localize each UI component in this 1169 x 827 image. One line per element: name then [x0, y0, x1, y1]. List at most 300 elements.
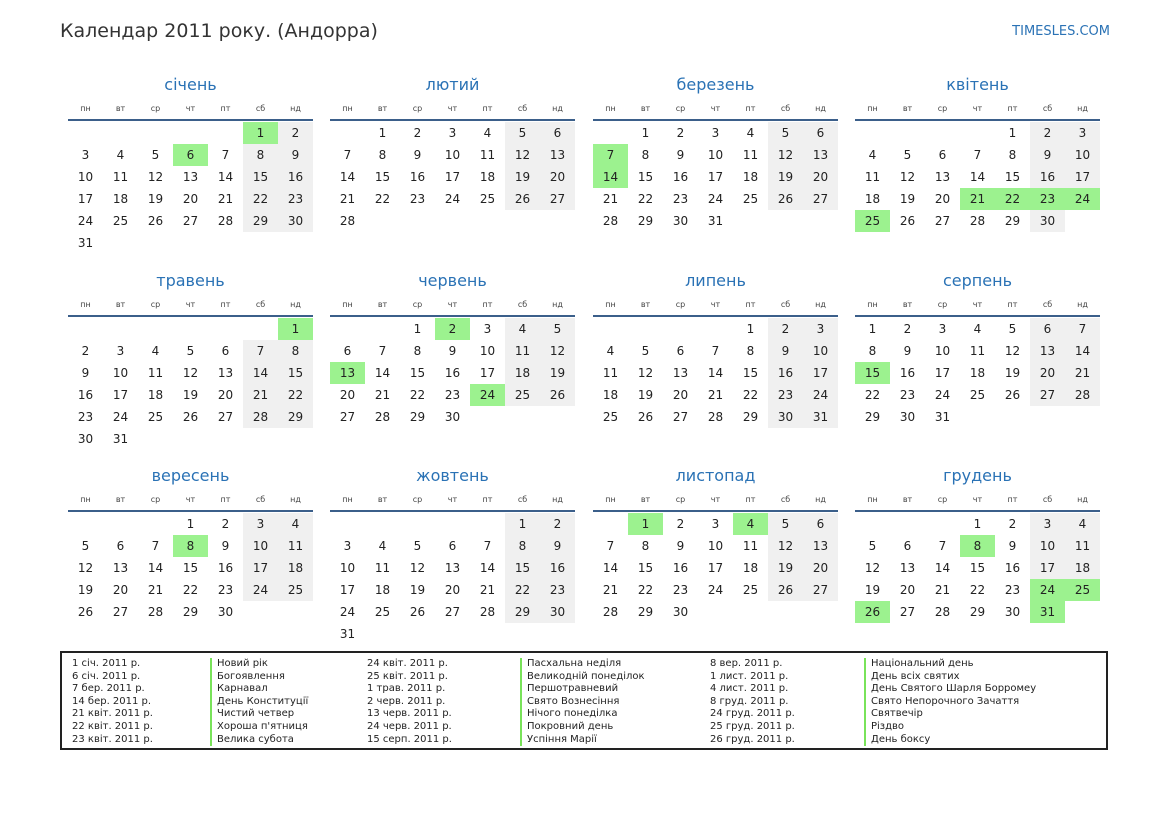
empty-cell [470, 513, 505, 535]
day-cell: 1 [378, 126, 387, 140]
day-cell: 22 [864, 388, 881, 402]
weekday-header [593, 293, 838, 315]
day-cell: 20 [339, 388, 356, 402]
day-cell: 10 [243, 535, 278, 557]
day-cell: 11 [742, 148, 759, 162]
weekday-label: пт [745, 299, 756, 309]
day-cell: 12 [864, 561, 881, 575]
day-cell: 19 [637, 388, 654, 402]
day-cell: 1 [746, 322, 755, 336]
day-cell: 16 [278, 166, 313, 188]
day-cell: 9 [676, 539, 685, 553]
weekday-label: сб [780, 299, 791, 309]
day-cell: 13 [803, 144, 838, 166]
weekday-label: пн [605, 494, 616, 504]
day-cell: 5 [641, 344, 650, 358]
month-block [330, 270, 575, 428]
weekday-label: пт [220, 103, 231, 113]
day-cell: 17 [707, 561, 724, 575]
legend-holiday: Національний день [864, 658, 1036, 671]
day-cell: 2 [676, 517, 685, 531]
day-cell: 7 [606, 539, 615, 553]
day-cell: 1 [868, 322, 877, 336]
legend-date: 15 серп. 2011 р. [367, 733, 452, 745]
day-cell: 13 [444, 561, 461, 575]
day-cell: 30 [1004, 605, 1021, 619]
day-cell: 27 [112, 605, 129, 619]
day-cell: 21 [374, 388, 391, 402]
legend-date: 8 груд. 2011 р. [710, 695, 789, 707]
site-link[interactable]: TIMESLES.COM [1012, 24, 1110, 39]
day-cell: 22 [637, 583, 654, 597]
weekday-label: пт [220, 494, 231, 504]
day-cell: 18 [742, 170, 759, 184]
day-cell: 22 [409, 388, 426, 402]
day-cell: 1 [641, 126, 650, 140]
weekday-label: ср [412, 103, 423, 113]
weekday-label: пт [745, 494, 756, 504]
day-cell: 4 [1065, 513, 1100, 535]
weekday-label: вт [640, 494, 651, 504]
weekday-label: пн [80, 299, 91, 309]
day-cell: 2 [768, 318, 803, 340]
day-cell: 18 [742, 561, 759, 575]
legend-names-col-2 [520, 658, 645, 746]
legend-holiday: День Святого Шарля Борромеу [864, 683, 1036, 696]
legend-date: 14 бер. 2011 р. [72, 695, 152, 707]
day-cell: 29 [1004, 214, 1021, 228]
day-grid [593, 318, 838, 428]
day-cell: 27 [444, 605, 461, 619]
weekday-label: вт [115, 103, 126, 113]
legend-holiday: День Конституції [210, 696, 308, 709]
day-cell: 6 [803, 513, 838, 535]
day-cell: 20 [672, 388, 689, 402]
empty-cell [68, 318, 103, 340]
weekday-label: пн [867, 103, 878, 113]
day-cell: 24 [243, 579, 278, 601]
weekday-label: пт [745, 103, 756, 113]
day-cell: 10 [1065, 144, 1100, 166]
month-name: березень [676, 75, 755, 94]
day-cell: 9 [1008, 539, 1017, 553]
day-cell: 21 [707, 388, 724, 402]
month-name: квітень [946, 75, 1009, 94]
day-cell: 26 [182, 410, 199, 424]
day-cell: 22 [637, 192, 654, 206]
day-cell: 30 [444, 410, 461, 424]
day-cell: 18 [147, 388, 164, 402]
day-grid [68, 318, 313, 450]
day-cell: 17 [934, 366, 951, 380]
day-cell: 25 [742, 192, 759, 206]
day-cell: 8 [243, 144, 278, 166]
legend-holiday: Успіння Марії [520, 734, 645, 747]
day-cell: 7 [973, 148, 982, 162]
day-cell: 21 [479, 583, 496, 597]
day-cell: 26 [77, 605, 94, 619]
day-cell: 4 [483, 126, 492, 140]
day-cell: 3 [81, 148, 90, 162]
empty-cell [628, 318, 663, 340]
month-divider [855, 119, 1100, 121]
day-cell: 8 [1008, 148, 1017, 162]
weekday-label: пн [80, 103, 91, 113]
weekday-label: вт [902, 299, 913, 309]
weekday-header [855, 97, 1100, 119]
empty-cell [138, 122, 173, 144]
legend-date: 6 січ. 2011 р. [72, 670, 141, 682]
day-cell: 5 [505, 122, 540, 144]
weekday-label: пн [80, 494, 91, 504]
day-cell: 30 [672, 214, 689, 228]
weekday-label: сб [517, 103, 528, 113]
day-cell: 13 [182, 170, 199, 184]
day-cell: 5 [151, 148, 160, 162]
day-cell: 26 [768, 188, 803, 210]
empty-cell [593, 122, 628, 144]
day-cell: 7 [1065, 318, 1100, 340]
day-cell: 24 [803, 384, 838, 406]
day-cell: 28 [1065, 384, 1100, 406]
month-divider [68, 510, 313, 512]
day-cell: 31 [77, 236, 94, 250]
weekday-label: пн [867, 299, 878, 309]
day-cell: 9 [221, 539, 230, 553]
legend-holiday: Чистий четвер [210, 708, 308, 721]
holiday-day: 14 [593, 166, 628, 188]
day-cell: 18 [112, 192, 129, 206]
day-cell: 12 [768, 144, 803, 166]
day-grid [68, 513, 313, 623]
day-cell: 2 [1008, 517, 1017, 531]
day-cell: 19 [768, 557, 803, 579]
day-cell: 5 [868, 539, 877, 553]
day-cell: 8 [505, 535, 540, 557]
empty-cell [925, 122, 960, 144]
day-cell: 28 [602, 214, 619, 228]
day-cell: 9 [413, 148, 422, 162]
weekday-header [68, 488, 313, 510]
day-cell: 19 [768, 166, 803, 188]
weekday-label: вт [377, 299, 388, 309]
holiday-day: 4 [733, 513, 768, 535]
day-cell: 19 [182, 388, 199, 402]
day-cell: 12 [899, 170, 916, 184]
day-cell: 9 [278, 144, 313, 166]
day-cell: 14 [969, 170, 986, 184]
legend-date: 26 груд. 2011 р. [710, 733, 795, 745]
day-cell: 7 [151, 539, 160, 553]
day-cell: 18 [602, 388, 619, 402]
day-cell: 31 [112, 432, 129, 446]
weekday-label: нд [552, 103, 563, 113]
day-cell: 30 [540, 601, 575, 623]
month-divider [593, 315, 838, 317]
legend-date: 25 груд. 2011 р. [710, 720, 795, 732]
day-cell: 6 [938, 148, 947, 162]
day-cell: 30 [899, 410, 916, 424]
empty-cell [68, 122, 103, 144]
day-cell: 5 [413, 539, 422, 553]
day-cell: 12 [147, 170, 164, 184]
day-cell: 5 [768, 513, 803, 535]
month-block [68, 74, 313, 254]
day-cell: 27 [182, 214, 199, 228]
holiday-day: 13 [330, 362, 365, 384]
legend-date: 25 квіт. 2011 р. [367, 670, 448, 682]
weekday-label: нд [815, 494, 826, 504]
day-cell: 16 [768, 362, 803, 384]
day-cell: 9 [903, 344, 912, 358]
empty-cell [138, 513, 173, 535]
day-cell: 23 [444, 388, 461, 402]
day-cell: 24 [934, 388, 951, 402]
day-cell: 13 [803, 535, 838, 557]
weekday-label: вт [377, 103, 388, 113]
day-cell: 9 [768, 340, 803, 362]
day-cell: 27 [217, 410, 234, 424]
day-cell: 12 [409, 561, 426, 575]
day-cell: 3 [483, 322, 492, 336]
weekday-label: вт [640, 299, 651, 309]
day-cell: 29 [969, 605, 986, 619]
weekday-label: нд [290, 494, 301, 504]
holiday-day: 24 [470, 384, 505, 406]
weekday-label: ср [412, 299, 423, 309]
day-cell: 24 [339, 605, 356, 619]
day-cell: 17 [444, 170, 461, 184]
day-cell: 16 [1004, 561, 1021, 575]
day-cell: 14 [147, 561, 164, 575]
weekday-label: сб [255, 103, 266, 113]
day-cell: 2 [903, 322, 912, 336]
day-cell: 7 [378, 344, 387, 358]
legend-holiday: Хороша п'ятниця [210, 721, 308, 734]
legend-holiday: Першотравневий [520, 683, 645, 696]
day-cell: 21 [602, 583, 619, 597]
day-cell: 18 [864, 192, 881, 206]
weekday-label: ср [937, 103, 948, 113]
day-cell: 26 [1004, 388, 1021, 402]
weekday-label: ср [937, 299, 948, 309]
empty-cell [365, 513, 400, 535]
day-cell: 10 [339, 561, 356, 575]
day-cell: 9 [676, 148, 685, 162]
legend-date: 8 вер. 2011 р. [710, 658, 783, 669]
month-name: липень [685, 271, 746, 290]
weekday-label: ср [412, 494, 423, 504]
day-cell: 20 [217, 388, 234, 402]
day-cell: 9 [448, 344, 457, 358]
day-cell: 26 [409, 605, 426, 619]
day-cell: 29 [278, 406, 313, 428]
legend-holiday: Свято Вознесіння [520, 696, 645, 709]
day-cell: 20 [1030, 362, 1065, 384]
day-cell: 3 [711, 126, 720, 140]
day-cell: 17 [77, 192, 94, 206]
weekday-label: вт [640, 103, 651, 113]
day-cell: 17 [707, 170, 724, 184]
legend-holiday: День всіх святих [864, 671, 1036, 684]
day-cell: 5 [1008, 322, 1017, 336]
empty-cell [243, 318, 278, 340]
weekday-label: сб [1042, 103, 1053, 113]
day-grid [593, 513, 838, 623]
day-cell: 6 [903, 539, 912, 553]
day-cell: 9 [81, 366, 90, 380]
weekday-label: вт [377, 494, 388, 504]
weekday-label: чт [447, 103, 458, 113]
day-cell: 15 [505, 557, 540, 579]
empty-cell [855, 122, 890, 144]
holiday-day: 15 [855, 362, 890, 384]
weekday-label: ср [150, 494, 161, 504]
day-cell: 10 [112, 366, 129, 380]
legend-holiday: Великодній понеділок [520, 671, 645, 684]
day-cell: 2 [81, 344, 90, 358]
day-cell: 29 [505, 601, 540, 623]
day-cell: 6 [803, 122, 838, 144]
month-divider [330, 510, 575, 512]
day-cell: 3 [343, 539, 352, 553]
empty-cell [173, 122, 208, 144]
day-cell: 13 [112, 561, 129, 575]
month-name: серпень [943, 271, 1012, 290]
legend-holiday: Новий рік [210, 658, 308, 671]
day-cell: 9 [540, 535, 575, 557]
day-cell: 10 [934, 344, 951, 358]
day-cell: 23 [217, 583, 234, 597]
day-cell: 7 [343, 148, 352, 162]
day-cell: 29 [864, 410, 881, 424]
day-cell: 1 [186, 517, 195, 531]
month-divider [330, 119, 575, 121]
day-cell: 11 [602, 366, 619, 380]
day-cell: 20 [803, 557, 838, 579]
day-cell: 23 [899, 388, 916, 402]
legend-date: 1 лист. 2011 р. [710, 670, 789, 682]
day-cell: 13 [1030, 340, 1065, 362]
weekday-label: пт [1007, 299, 1018, 309]
day-cell: 19 [409, 583, 426, 597]
holiday-day: 24 [1030, 579, 1065, 601]
day-cell: 9 [1030, 144, 1065, 166]
holiday-day: 1 [243, 122, 278, 144]
day-cell: 27 [1030, 384, 1065, 406]
holiday-day: 24 [1065, 188, 1100, 210]
day-cell: 2 [540, 513, 575, 535]
empty-cell [855, 513, 890, 535]
legend-dates-col-3 [710, 658, 795, 746]
day-cell: 30 [672, 605, 689, 619]
empty-cell [698, 318, 733, 340]
weekday-header [330, 293, 575, 315]
day-cell: 22 [969, 583, 986, 597]
day-cell: 24 [77, 214, 94, 228]
day-cell: 23 [77, 410, 94, 424]
month-divider [855, 510, 1100, 512]
day-cell: 22 [243, 188, 278, 210]
holiday-day: 25 [1065, 579, 1100, 601]
day-cell: 4 [378, 539, 387, 553]
day-cell: 23 [1004, 583, 1021, 597]
day-cell: 29 [243, 210, 278, 232]
day-grid [855, 513, 1100, 623]
empty-cell [890, 513, 925, 535]
day-cell: 14 [602, 561, 619, 575]
month-block [855, 74, 1100, 232]
day-cell: 16 [444, 366, 461, 380]
day-cell: 3 [448, 126, 457, 140]
month-divider [593, 510, 838, 512]
day-cell: 31 [803, 406, 838, 428]
day-cell: 16 [540, 557, 575, 579]
day-cell: 6 [116, 539, 125, 553]
day-cell: 14 [934, 561, 951, 575]
day-cell: 26 [147, 214, 164, 228]
legend-date: 4 лист. 2011 р. [710, 683, 789, 695]
day-cell: 17 [112, 388, 129, 402]
day-cell: 25 [479, 192, 496, 206]
day-cell: 8 [378, 148, 387, 162]
day-cell: 11 [374, 561, 391, 575]
weekday-label: пт [482, 103, 493, 113]
day-cell: 20 [899, 583, 916, 597]
day-cell: 3 [1030, 513, 1065, 535]
day-cell: 16 [672, 561, 689, 575]
day-cell: 11 [969, 344, 986, 358]
weekday-label: пт [1007, 103, 1018, 113]
legend-date: 1 січ. 2011 р. [72, 658, 141, 669]
empty-cell [663, 318, 698, 340]
day-cell: 25 [147, 410, 164, 424]
day-cell: 8 [278, 340, 313, 362]
legend-date: 24 квіт. 2011 р. [367, 658, 448, 669]
day-cell: 21 [934, 583, 951, 597]
empty-cell [890, 122, 925, 144]
day-cell: 15 [278, 362, 313, 384]
legend-holiday: Різдво [864, 721, 1036, 734]
month-name: вересень [151, 466, 230, 485]
legend-names-col-1 [210, 658, 308, 746]
day-cell: 15 [637, 170, 654, 184]
day-cell: 7 [243, 340, 278, 362]
legend-date: 22 квіт. 2011 р. [72, 720, 153, 732]
empty-cell [435, 513, 470, 535]
weekday-label: сб [517, 299, 528, 309]
day-cell: 27 [803, 579, 838, 601]
day-cell: 28 [339, 214, 356, 228]
day-cell: 7 [483, 539, 492, 553]
weekday-label: сб [517, 494, 528, 504]
legend-date: 2 черв. 2011 р. [367, 695, 446, 707]
day-cell: 29 [409, 410, 426, 424]
weekday-label: нд [815, 103, 826, 113]
month-block [593, 270, 838, 428]
day-cell: 22 [374, 192, 391, 206]
day-cell: 1 [505, 513, 540, 535]
day-cell: 4 [973, 322, 982, 336]
day-cell: 30 [1030, 210, 1065, 232]
day-cell: 4 [868, 148, 877, 162]
day-cell: 10 [479, 344, 496, 358]
day-cell: 28 [217, 214, 234, 228]
day-cell: 1 [973, 517, 982, 531]
day-cell: 15 [742, 366, 759, 380]
day-cell: 25 [374, 605, 391, 619]
empty-cell [173, 318, 208, 340]
